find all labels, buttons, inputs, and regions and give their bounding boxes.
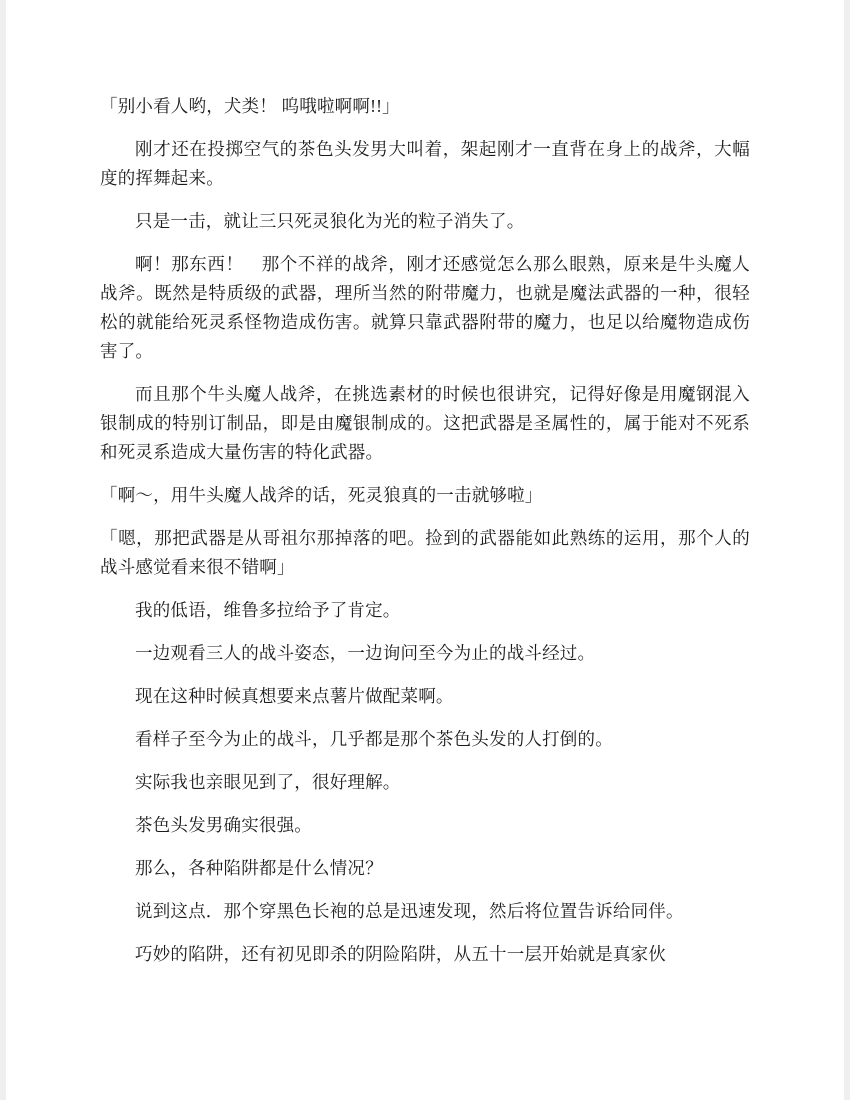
paragraph: 只是一击，就让三只死灵狼化为光的粒子消失了。: [135, 211, 525, 231]
document-body: [100, 92, 750, 983]
paragraph: 我的低语，维鲁多拉给予了肯定。: [135, 600, 401, 620]
paragraph: 而且那个牛头魔人战斧，在挑选素材的时候也很讲究，记得好像是用魔钢混入银制成的特别订制品，即是由魔银制成的。这把武器是圣属性的，属于能对不死系和死灵系造成大量伤害的特化武器。: [100, 384, 750, 462]
paragraph: 一边观看三人的战斗姿态，一边询问至今为止的战斗经过。: [135, 643, 596, 663]
paragraph: 「啊～，用牛头魔人战斧的话，死灵狼真的一击就够啦」: [100, 485, 543, 505]
paragraph: 刚才还在投掷空气的茶色头发男大叫着，架起刚才一直背在身上的战斧，大幅度的挥舞起来。: [100, 139, 750, 188]
paragraph: 实际我也亲眼见到了，很好理解。: [135, 772, 401, 792]
paragraph: 看样子至今为止的战斗，几乎都是那个茶色头发的人打倒的。: [135, 729, 613, 749]
paragraph: 啊！那东西！ 那个不祥的战斧，刚才还感觉怎么那么眼熟，原来是牛头魔人战斧。既然是特质级的武器，理所当然的附带魔力，也就是魔法武器的一种，很轻松的就能给死灵系怪物造成伤害。就算只靠武器附带的魔力，也足以给魔物造成伤害了。: [100, 254, 750, 361]
paragraph: 现在这种时候真想要来点薯片做配菜啊。: [135, 686, 454, 706]
paragraph: 茶色头发男确实很强。: [135, 815, 312, 835]
paragraph: 巧妙的陷阱，还有初见即杀的阴险陷阱，从五十一层开始就是真家伙: [135, 944, 666, 964]
paragraph: 那么，各种陷阱都是什么情况？: [135, 858, 383, 878]
paragraph: 「嗯，那把武器是从哥祖尔那掉落的吧。捡到的武器能如此熟练的运用，那个人的战斗感觉看来很不错啊」: [100, 528, 750, 577]
page-edge-right: [844, 0, 850, 1100]
paragraph: 「别小看人哟，犬类！ 呜哦啦啊啊!!」: [100, 96, 400, 116]
page-edge-left: [0, 0, 6, 1100]
paragraph: 说到这点．那个穿黑色长袍的总是迅速发现，然后将位置告诉给同伴。: [135, 901, 684, 921]
